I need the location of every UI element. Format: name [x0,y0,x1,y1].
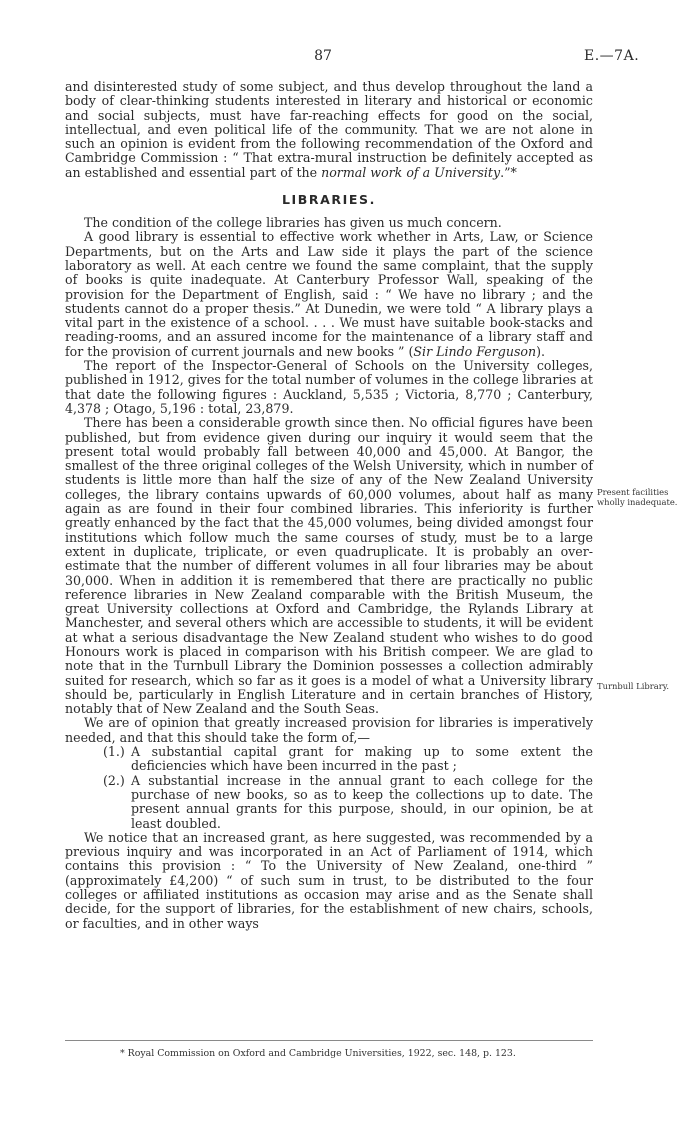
margin-note-turnbull: Turnbull Library. [597,681,670,691]
paragraph-2-text: A good library is essential to effective work whether in Arts, Law, or Science Departments, but on the Arts and Law side it plays the part of the science laboratory as well. At each centre we found the same complaint, that the supply of books is quite inadequate. At Canterbury Professor Wall, speaking of the provision for the Department of English, said : “ We have no library ; and the students cannot do a proper thesis.” At Dunedin, we were told “ A library plays a vital part in the existence of a school. . . . We must have suitable book-stacks and reading-rooms, and an assured income for the maintenance of a library staff and for the provision of current journals and new books ” ( [65,229,593,359]
list-text: A substantial capital grant for making up to some extent the deficiencies which have been incurred in the past ; [131,744,593,774]
margin-note-present-facilities: Present facilities wholly inadequate. [597,487,678,507]
intro-italic: normal work of a University [321,164,501,180]
paragraph-3: The report of the Inspector-General of Schools on the University colleges, published in 1912, gives for the total number of volumes in the college libraries at that date the following figures : Auckland, 5,535 ; Victoria, 8,770 ; Canterbury, 4,378 ; Otago, 5,196 : total, 23,879. [65,358,593,416]
page-header [0,48,700,72]
list-item [103,774,593,831]
footnote: * Royal Commission on Oxford and Cambridge Universities, 1922, sec. 148, p. 123. [120,1048,516,1059]
paragraph-2-end: ). [536,343,546,359]
paragraph-2-italic: Sir Lindo Ferguson [413,343,537,359]
section-code: E.—7A. [584,48,640,64]
paragraph-2 [65,230,593,359]
paragraph-5: We are of opinion that greatly increased provision for libraries is imperatively needed, and that this should take the form of,— [65,715,593,745]
paragraph-4: There has been a considerable growth since then. No official figures have been published, but from evidence given during our inquiry it would seem that the present total would probably fall between 40,000 and 45,000. At Bangor, the smallest of the three original colleges of the Welsh University, which in number of students is little more than half the size of any of the New Zealand University colleges, the library contains upwards of 60,000 volumes, about half as many again as are found in their four combined libraries. This inferiority is further greatly enhanced by the fact that the 45,000 volumes, being divided amongst four institutions which follow much the same courses of study, must be to a large extent in duplicate, triplicate, or even quadruplicate. It is probably an over-estimate that the number of different volumes in all four libraries may be about 30,000. When in addition it is remembered that there are practically no public reference libraries in New Zealand comparable with the British Museum, the great University collections at Oxford and Cambridge, the Rylands Library at Manchester, and several others which are accessible to students, it will be evident at what a serious disadvantage the New Zealand student who wishes to do good Honours work is placed in comparison with his British compeer. We are glad to note that in the Turnbull Library the Dominion possesses a collection admirably suited for research, which so far as it goes is a model of what a University library should be, particularly in English Literature and in certain branches of History, notably that of New Zealand and the South Seas. [65,415,594,717]
list-number: (1.) [103,744,125,760]
intro-text-end: .”* [500,164,517,180]
body-column [65,80,593,931]
page-number: 87 [314,48,332,64]
section-heading: LIBRARIES. [281,192,376,208]
paragraph-6: We notice that an increased grant, as here suggested, was recommended by a previous inquiry and was incorporated in an Act of Parliament of 1914, which contains this provision : “ To the University of New Zealand, one-third ” (approximately £4,200) “ of such sum in trust, to be distributed to the four colleges or affiliated institutions as occasion may arise and as the Senate shall decide, for the support of libraries, for the establishment of new chairs, schools, or faculties, and in other ways [65,829,593,931]
list-text: A substantial increase in the annual grant to each college for the purchase of new books, so as to keep the collections up to date. The present annual grants for this purpose, should, in our opinion, be at least doubled. [131,772,593,831]
list-item [103,745,593,774]
footnote-divider [65,1040,593,1041]
intro-text: and disinterested study of some subject, and thus develop throughout the land a body of clear-thinking students interested in literary and historical or economic and social subjects, must have far-reaching effects for good on the social, intellectual, and even political life of the community. That we are not alone in such an opinion is evident from the following recommendation of the Oxford and Cambridge Commission : “ That extra-mural instruction be definitely accepted as an established and essential part of the [65,79,593,180]
list-number: (2.) [103,772,125,788]
paragraph-1: The condition of the college libraries has given us much concern. [84,215,502,231]
intro-paragraph [65,80,593,180]
